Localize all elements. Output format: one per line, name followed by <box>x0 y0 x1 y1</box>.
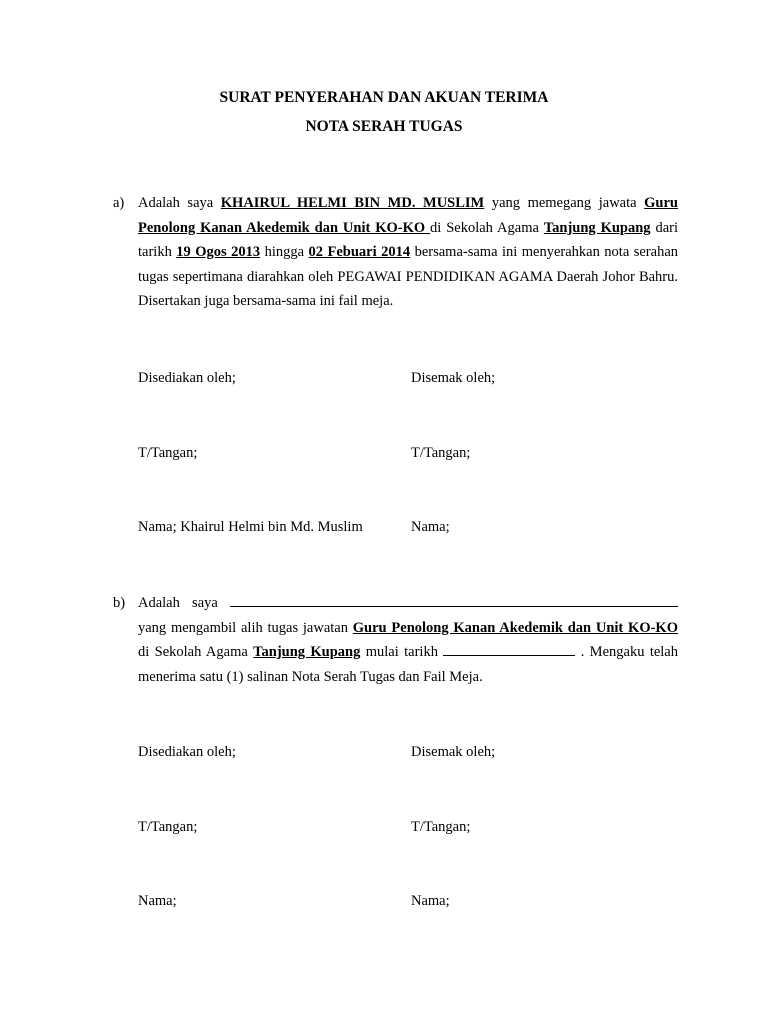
handover-name: KHAIRUL HELMI BIN MD. MUSLIM <box>220 195 485 211</box>
name-label: Nama; <box>411 519 450 535</box>
date-blank-line <box>443 641 575 656</box>
text: yang memegang jawata <box>484 195 645 211</box>
text: mulai tarikh <box>360 644 444 661</box>
signature-label: T/Tangan; <box>138 819 198 835</box>
text: dari tarikh <box>138 219 678 261</box>
text: bersama-sama ini menyerahkan nota serahan tugas sepertimana diarahkan oleh PEGAWAI PENDIDIKAN AGAMA Daerah Johor Bahru. Disertakan juga bersama-sama ini fail meja. <box>138 244 679 310</box>
checked-by-label: Disemak oleh; <box>411 370 496 386</box>
handover-position: Guru Penolong Kanan Akedemik dan Unit KO-KO <box>138 195 678 236</box>
document-subtitle: NOTA SERAH TUGAS <box>305 118 463 135</box>
text: yang mengambil alih tugas jawatan <box>138 619 353 636</box>
name-label: Nama; <box>411 893 450 909</box>
text: di Sekolah Agama <box>138 644 254 661</box>
section-b-paragraph <box>138 591 678 689</box>
checked-by-label: Disemak oleh; <box>411 744 496 760</box>
name-label: Nama; Khairul Helmi bin Md. Muslim <box>138 519 363 535</box>
section-b-marker: b) <box>113 595 126 611</box>
school-name: Tanjung Kupang <box>543 219 651 236</box>
document-title: SURAT PENYERAHAN DAN AKUAN TERIMA <box>219 89 549 106</box>
text: Adalah saya <box>138 595 230 611</box>
prepared-by-label: Disediakan oleh; <box>138 744 236 760</box>
text: hingga <box>260 244 309 261</box>
school-name: Tanjung Kupang <box>253 644 361 661</box>
section-a-marker: a) <box>113 195 125 211</box>
text: di Sekolah Agama <box>430 219 544 236</box>
prepared-by-label: Disediakan oleh; <box>138 370 236 386</box>
text: Adalah saya <box>138 195 221 211</box>
name-blank-line <box>230 592 678 607</box>
signature-label: T/Tangan; <box>411 819 471 835</box>
section-a-paragraph <box>138 191 678 314</box>
signature-label: T/Tangan; <box>138 445 198 461</box>
takeover-position: Guru Penolong Kanan Akedemik dan Unit KO-KO <box>352 619 678 636</box>
text: . Mengaku telah menerima satu (1) salinan Nota Serah Tugas dan Fail Meja. <box>138 644 678 685</box>
date-to: 02 Febuari 2014 <box>308 244 411 261</box>
signature-label: T/Tangan; <box>411 445 471 461</box>
date-from: 19 Ogos 2013 <box>176 244 261 261</box>
name-label: Nama; <box>138 893 177 909</box>
